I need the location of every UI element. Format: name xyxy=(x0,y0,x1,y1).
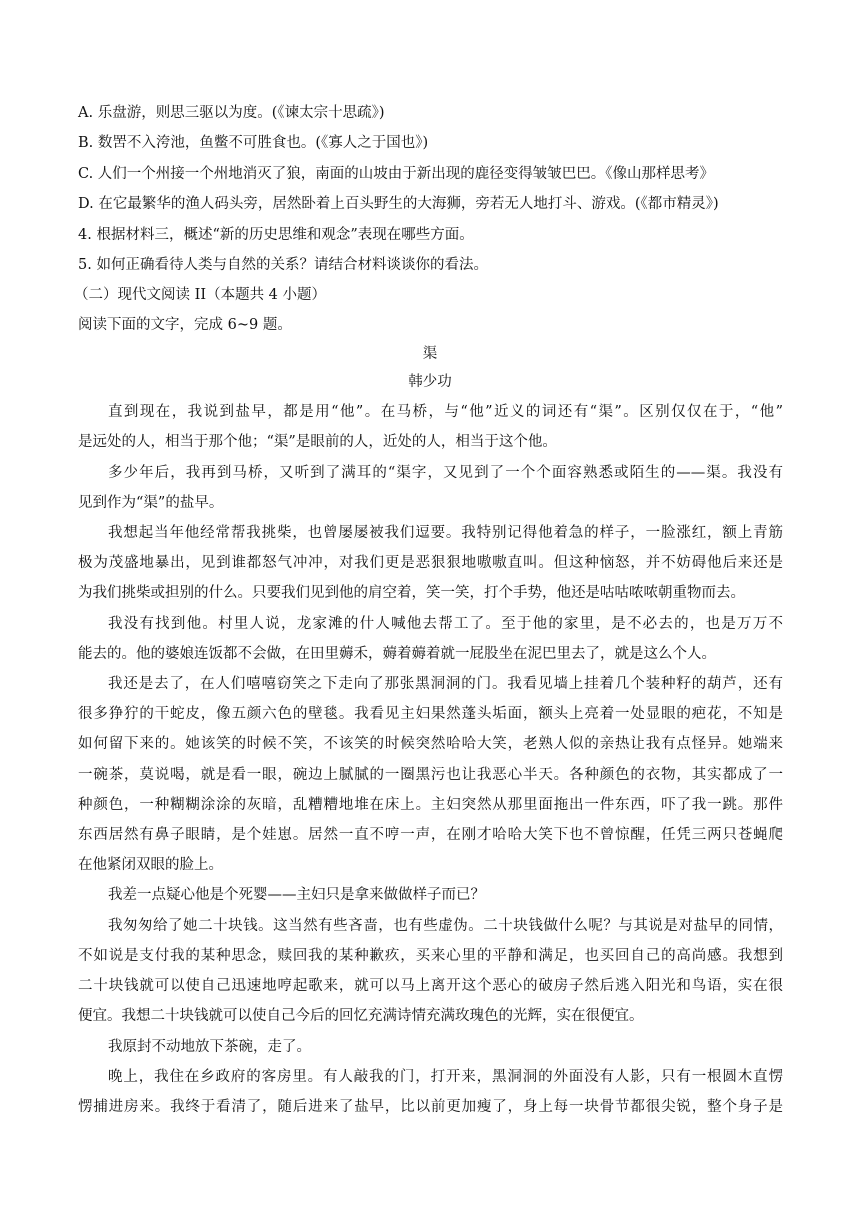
paragraph-line: 晚上，我住在乡政府的客房里。有人敲我的门，打开来，黑洞洞的外面没有人影，只有一根圆木直愣 xyxy=(108,1069,783,1085)
paragraph-line: 种颜色，一种糊糊涂涂的灰暗，乱糟糟地堆在床上。主妇突然从那里面拖出一件东西，吓了我一跳。那件 xyxy=(78,797,783,813)
paragraph-line: 我想起当年他经常帮我挑柴，也曾屡屡被我们逗要。我特别记得他着急的样子，一脸涨红，额上青筋 xyxy=(108,525,783,541)
paragraph-line: 为我们挑柴或担别的什么。只要我们见到他的肩空着，笑一笑，打个手势，他还是咕咕哝哝朝重物而去。 xyxy=(78,585,745,601)
paragraph-line: 直到现在，我说到盐早，都是用“他”。在马桥，与“他”近义的词还有“渠”。区别仅仅在于，“他” xyxy=(108,404,783,420)
paragraph-line: 我原封不动地放下茶碗，走了。 xyxy=(108,1039,311,1055)
paragraph-line: 东西居然有鼻子眼睛，是个娃崽。居然一直不哼一声，在刚才哈哈大笑下也不曾惊醒，任凭三两只苍蝇爬 xyxy=(78,827,783,843)
paragraph-line: 在他紧闭双眼的脸上。 xyxy=(78,857,223,873)
question-5: 5. 如何正确看待人类与自然的关系？请结合材料谈谈你的看法。 xyxy=(78,257,488,273)
paragraph-line: 我还是去了，在人们嘻嘻窃笑之下走向了那张黑洞洞的门。我看见墙上挂着几个装种籽的葫芦，还有 xyxy=(108,676,783,692)
paragraph-line: 二十块钱就可以使自己迅速地哼起歌来，就可以马上离开这个恶心的破房子然后逃入阳光和鸟语，实在很 xyxy=(78,978,783,994)
paragraph-line: 不如说是支付我的某种思念，赎回我的某种歉疚，买来心里的平静和满足，也买回自己的高尚感。我想到 xyxy=(78,948,783,964)
paragraph-line: 多少年后，我再到马桥，又听到了满耳的“渠字，又见到了一个个面容熟悉或陌生的——渠。我没有 xyxy=(108,465,783,481)
article-title: 渠 xyxy=(422,346,438,362)
option-d: D. 在它最繁华的渔人码头旁，居然卧着上百头野生的大海狮，旁若无人地打斗、游戏。(《都市精灵》) xyxy=(78,196,719,212)
option-c: C. 人们一个州接一个州地消灭了狼，南面的山坡由于新出现的鹿径变得皱皱巴巴。《像山那样思考》 xyxy=(78,166,715,182)
paragraph-line: 是远处的人，相当于那个他；“渠”是眼前的人，近处的人，相当于这个他。 xyxy=(78,434,557,450)
paragraph-line: 愣捕进房来。我终于看清了，随后进来了盐早，比以前更加瘦了，身上每一块骨节都很尖锐，整个身子是 xyxy=(78,1099,783,1115)
section-heading: （二）现代文阅读 II（本题共 4 小题） xyxy=(74,287,327,303)
question-4: 4. 根据材料三，概述“新的历史思维和观念”表现在哪些方面。 xyxy=(78,227,474,243)
paragraph-line: 如何留下来的。她该笑的时候不笑，不该笑的时候突然哈哈大笑，老熟人似的亲热让我有点怪异。她端来 xyxy=(78,736,783,752)
paragraph-line: 能去的。他的婆娘连饭都不会做，在田里薅禾，薅着薅着就一屁股坐在泥巴里去了，就是这么个人。 xyxy=(78,646,716,662)
paragraph-line: 我差一点疑心他是个死婴——主妇只是拿来做做样子而已？ xyxy=(108,887,485,903)
paragraph-line: 见到作为“渠”的盐早。 xyxy=(78,495,224,511)
paragraph-line: 一碗茶，莫说喝，就是看一眼，碗边上腻腻的一圈黑污也让我恶心半天。各种颜色的衣物，其实都成了一 xyxy=(78,767,783,783)
instruction: 阅读下面的文字，完成 6~9 题。 xyxy=(78,317,292,333)
option-b: B. 数罟不入洿池，鱼鳖不可胜食也。(《寡人之于国也》) xyxy=(78,135,429,151)
article-author: 韩少功 xyxy=(408,374,452,390)
option-a: A. 乐盘游，则思三驱以为度。(《谏太宗十思疏》) xyxy=(78,105,385,121)
paragraph-line: 便宜。我想二十块钱就可以使自己今后的回忆充满诗情充满玫瑰色的光辉，实在很便宜。 xyxy=(78,1008,644,1024)
paragraph-line: 很多狰狞的干蛇皮，像五颜六色的壁毯。我看见主妇果然蓬头垢面，额头上亮着一处显眼的疤花，不知是 xyxy=(78,706,783,722)
paragraph-line: 极为茂盛地暴出，见到谁都怒气冲冲，对我们更是恶狠狠地嗷嗷直叫。但这种恼怒，并不妨碍他后来还是 xyxy=(78,555,783,571)
paragraph-line: 我匆匆给了她二十块钱。这当然有些吝啬，也有些虚伪。二十块钱做什么呢？与其说是对盐早的同情， xyxy=(108,918,783,934)
paragraph-line: 我没有找到他。村里人说，龙家滩的什人喊他去帮工了。至于他的家里，是不必去的，也是万万不 xyxy=(108,616,783,632)
